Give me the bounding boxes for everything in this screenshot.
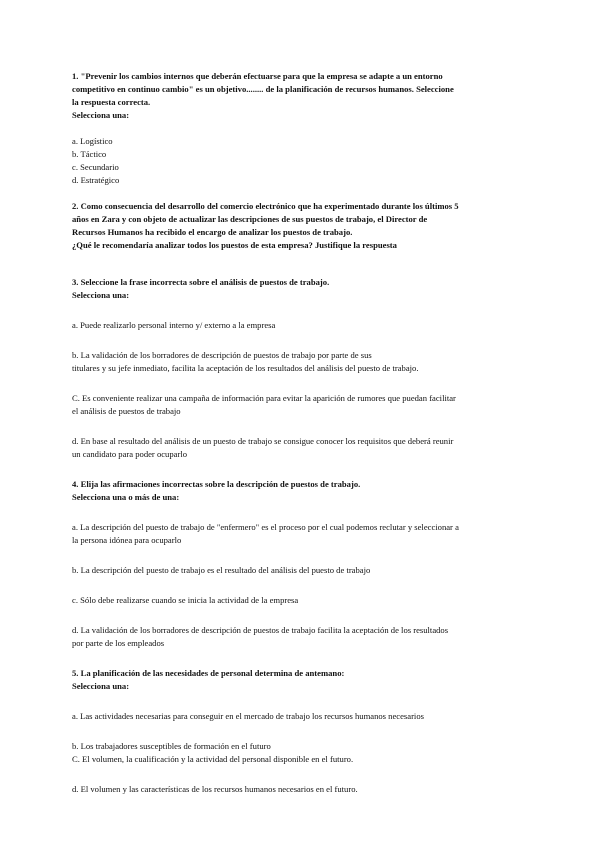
question-2 bbox=[72, 200, 530, 252]
q1-select-label: Selecciona una: bbox=[72, 110, 130, 120]
question-5 bbox=[72, 667, 530, 796]
q5-option-a[interactable]: a. Las actividades necesarias para conseguir en el mercado de trabajo los recursos humanos necesarios bbox=[72, 711, 424, 721]
document-page bbox=[72, 70, 530, 796]
q3-option-a[interactable]: a. Puede realizarlo personal interno y/ externo a la empresa bbox=[72, 320, 276, 330]
q5-title: 5. La planificación de las necesidades de personal determina de antemano: bbox=[72, 668, 345, 678]
question-3 bbox=[72, 276, 530, 461]
question-1 bbox=[72, 70, 530, 187]
q4-option-b[interactable]: b. La descripción del puesto de trabajo es el resultado del análisis del puesto de trabajo bbox=[72, 565, 371, 575]
q4-option-c[interactable]: c. Sólo debe realizarse cuando se inicia la actividad de la empresa bbox=[72, 595, 299, 605]
q4-option-d[interactable]: d. La validación de los borradores de descripción de puestos de trabajo facilita la aceptación de los resultados por parte de los empleados bbox=[72, 625, 449, 648]
q4-option-a[interactable]: a. La descripción del puesto de trabajo de "enfermero" es el proceso por el cual podemos reclutar y seleccionar a la persona idónea para ocuparlo bbox=[72, 522, 459, 545]
q1-option-a[interactable]: a. Logístico bbox=[72, 136, 113, 146]
q1-title-line: 1. "Prevenir los cambios internos que deberán efectuarse para que la empresa se adapte a un entorno bbox=[72, 71, 443, 81]
question-4 bbox=[72, 478, 530, 650]
q1-option-c[interactable]: c. Secundario bbox=[72, 162, 119, 172]
q5-select-label: Selecciona una: bbox=[72, 681, 130, 691]
q3-option-d[interactable]: d. En base al resultado del análisis de un puesto de trabajo se consigue conocer los requisitos que deberá reunir un candidato para poder ocuparlo bbox=[72, 436, 454, 459]
q3-select-label: Selecciona una: bbox=[72, 290, 130, 300]
q3-option-c[interactable]: C. Es conveniente realizar una campaña de información para evitar la aparición de rumores que puedan facilitar el análisis de puestos de trabajo bbox=[72, 393, 456, 416]
q1-title-line: competitivo en continuo cambio" es un objetivo........ de la planificación de recursos humanos. Seleccione bbox=[72, 84, 454, 94]
q1-option-d[interactable]: d. Estratégico bbox=[72, 175, 120, 185]
q2-title-line: Recursos Humanos ha recibido el encargo de analizar los puestos de trabajo. bbox=[72, 227, 353, 237]
q3-option-b[interactable]: b. La validación de los borradores de descripción de puestos de trabajo por parte de sus titulares y su jefe inmediato, facilita la aceptación de los resultados del análisis del puesto de trabajo. bbox=[72, 350, 419, 373]
q5-option-d[interactable]: d. El volumen y las características de los recursos humanos necesarios en el futuro. bbox=[72, 784, 358, 794]
q2-title-line: años en Zara y con objeto de actualizar las descripciones de sus puestos de trabajo, el Director de bbox=[72, 214, 428, 224]
q5-option-c[interactable]: C. El volumen, la cualificación y la actividad del personal disponible en el futuro. bbox=[72, 754, 354, 764]
q1-title-line: la respuesta correcta. bbox=[72, 97, 151, 107]
q2-title-line: ¿Qué le recomendaría analizar todos los puestos de esta empresa? Justifique la respuesta bbox=[72, 240, 397, 250]
q3-title: 3. Seleccione la frase incorrecta sobre el análisis de puestos de trabajo. bbox=[72, 277, 330, 287]
q1-option-b[interactable]: b. Táctico bbox=[72, 149, 107, 159]
q2-title-line: 2. Como consecuencia del desarrollo del comercio electrónico que ha experimentado durante los últimos 5 bbox=[72, 201, 459, 211]
q5-option-b[interactable]: b. Los trabajadores susceptibles de formación en el futuro bbox=[72, 741, 271, 751]
q4-select-label: Selecciona una o más de una: bbox=[72, 492, 180, 502]
q4-title: 4. Elija las afirmaciones incorrectas sobre la descripción de puestos de trabajo. bbox=[72, 479, 361, 489]
